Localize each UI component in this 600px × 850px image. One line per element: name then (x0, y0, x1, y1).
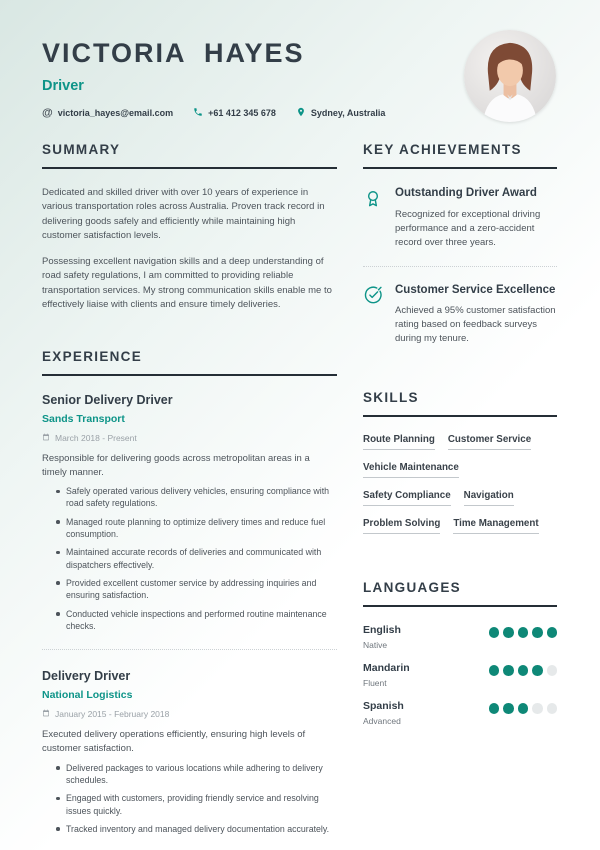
job-bullet-list (42, 485, 337, 632)
proficiency-dots (489, 624, 558, 650)
job-description: Responsible for delivering goods across metropolitan areas in a timely manner. (42, 452, 310, 478)
summary-paragraph: Dedicated and skilled driver with over 10 years of experience in various transportation roles across Australia. Proven track record in delivering goods safely and efficiently while maintaining high customer satisfaction levels. (42, 187, 325, 242)
languages-heading: LANGUAGES (363, 580, 557, 607)
job-bullet: Provided excellent customer service by addressing inquiries and ensuring satisfaction. (56, 577, 337, 602)
language-text (363, 662, 410, 688)
experience-entry (42, 669, 337, 835)
language-text (363, 624, 401, 650)
language-row (363, 700, 557, 726)
language-name: English (363, 624, 401, 637)
job-bullet: Maintained accurate records of deliveries and communicated with dispatchers effectively. (56, 546, 337, 571)
date-range (42, 709, 337, 719)
achievement-title: Customer Service Excellence (395, 283, 556, 296)
language-text (363, 700, 404, 726)
skill-tag: Time Management (453, 518, 538, 534)
achievement-text (395, 186, 557, 250)
contact-email (42, 108, 173, 119)
phone-text: +61 412 345 678 (208, 108, 276, 118)
profile-photo (464, 30, 556, 122)
language-row (363, 624, 557, 650)
proficiency-dot (532, 703, 543, 714)
skill-tag: Safety Compliance (363, 490, 451, 506)
skill-tag: Customer Service (448, 434, 531, 450)
achievement-description: Achieved a 95% customer satisfaction rating based on feedback surveys during my tenure. (395, 305, 556, 345)
proficiency-dot (489, 665, 500, 676)
target-check-icon (363, 283, 383, 347)
skills-section (363, 390, 557, 534)
email-text: victoria_hayes@email.com (57, 108, 174, 118)
company-name: National Logistics (42, 689, 133, 702)
summary-section (42, 142, 337, 313)
proficiency-dot (518, 665, 529, 676)
achievement-item (363, 283, 557, 347)
proficiency-dot (503, 665, 514, 676)
job-bullet: Delivered packages to various locations while adhering to delivery schedules. (56, 762, 337, 787)
person-job-title: Driver (42, 78, 84, 94)
company-name: Sands Transport (42, 412, 125, 425)
proficiency-dot (503, 627, 514, 638)
proficiency-dot (518, 627, 529, 638)
left-column (42, 142, 337, 850)
contact-row (42, 106, 385, 120)
proficiency-dot (532, 627, 543, 638)
experience-entry (42, 393, 337, 633)
proficiency-dot (547, 665, 558, 676)
skill-tag: Vehicle Maintenance (363, 462, 459, 478)
job-bullet-list (42, 762, 337, 836)
skill-list (363, 434, 557, 534)
proficiency-dots (489, 700, 558, 726)
proficiency-dot (489, 627, 500, 638)
location-pin-icon (296, 106, 306, 120)
right-column (363, 142, 557, 850)
phone-icon (193, 107, 203, 119)
award-medal-icon (363, 186, 383, 250)
job-description: Executed delivery operations efficiently, ensuring high levels of customer satisfaction. (42, 729, 306, 755)
calendar-icon (42, 433, 50, 443)
contact-phone (193, 107, 276, 119)
job-bullet: Managed route planning to optimize delivery times and reduce fuel consumption. (56, 516, 337, 541)
divider (42, 649, 337, 650)
language-row (363, 662, 557, 688)
job-bullet: Engaged with customers, providing friendly service and resolving issues quickly. (56, 792, 337, 817)
skill-tag: Problem Solving (363, 518, 440, 534)
job-title-text: Senior Delivery Driver (42, 392, 173, 407)
proficiency-dot (518, 703, 529, 714)
summary-heading: SUMMARY (42, 142, 337, 169)
proficiency-dot (547, 627, 558, 638)
divider (363, 266, 557, 267)
proficiency-dot (547, 703, 558, 714)
content-columns (0, 142, 600, 850)
date-range-text: January 2015 - February 2018 (55, 709, 170, 720)
experience-heading: EXPERIENCE (42, 349, 337, 376)
achievement-description: Recognized for exceptional driving performance and a zero-accident record over three years. (395, 208, 541, 248)
summary-paragraph: Possessing excellent navigation skills and a deep understanding of road safety regulations, I am committed to providing reliable transportation services. My strong communication skills enable me to effectively liaise with clients and ensure timely deliveries. (42, 255, 332, 311)
language-level: Native (363, 640, 388, 651)
language-level: Advanced (363, 716, 401, 727)
resume-header (0, 0, 600, 122)
location-text: Sydney, Australia (310, 108, 386, 118)
date-range-text: March 2018 - Present (55, 432, 137, 443)
date-range (42, 433, 337, 443)
achievements-heading: KEY ACHIEVEMENTS (363, 142, 557, 169)
languages-section (363, 580, 557, 726)
person-name: VICTORIA HAYES (42, 38, 305, 68)
achievement-item (363, 186, 557, 250)
achievement-title: Outstanding Driver Award (395, 187, 537, 199)
proficiency-dot (532, 665, 543, 676)
achievement-text (395, 283, 557, 347)
experience-section (42, 349, 337, 836)
language-name: Mandarin (363, 662, 410, 675)
proficiency-dots (489, 662, 558, 688)
header-text-block (42, 26, 385, 122)
email-icon: @ (42, 106, 53, 119)
job-bullet: Conducted vehicle inspections and performed routine maintenance checks. (56, 608, 337, 633)
skills-heading: SKILLS (363, 390, 557, 417)
proficiency-dot (489, 703, 500, 714)
job-bullet: Safely operated various delivery vehicles, ensuring compliance with road safety regulations. (56, 485, 337, 510)
contact-location (296, 106, 386, 120)
job-bullet: Tracked inventory and managed delivery documentation accurately. (56, 823, 337, 835)
language-level: Fluent (363, 678, 387, 689)
language-name: Spanish (363, 700, 404, 713)
proficiency-dot (503, 703, 514, 714)
calendar-icon (42, 709, 50, 719)
skill-tag: Navigation (464, 490, 514, 506)
job-title-text: Delivery Driver (42, 669, 131, 684)
achievements-section (363, 142, 557, 346)
skill-tag: Route Planning (363, 434, 435, 450)
